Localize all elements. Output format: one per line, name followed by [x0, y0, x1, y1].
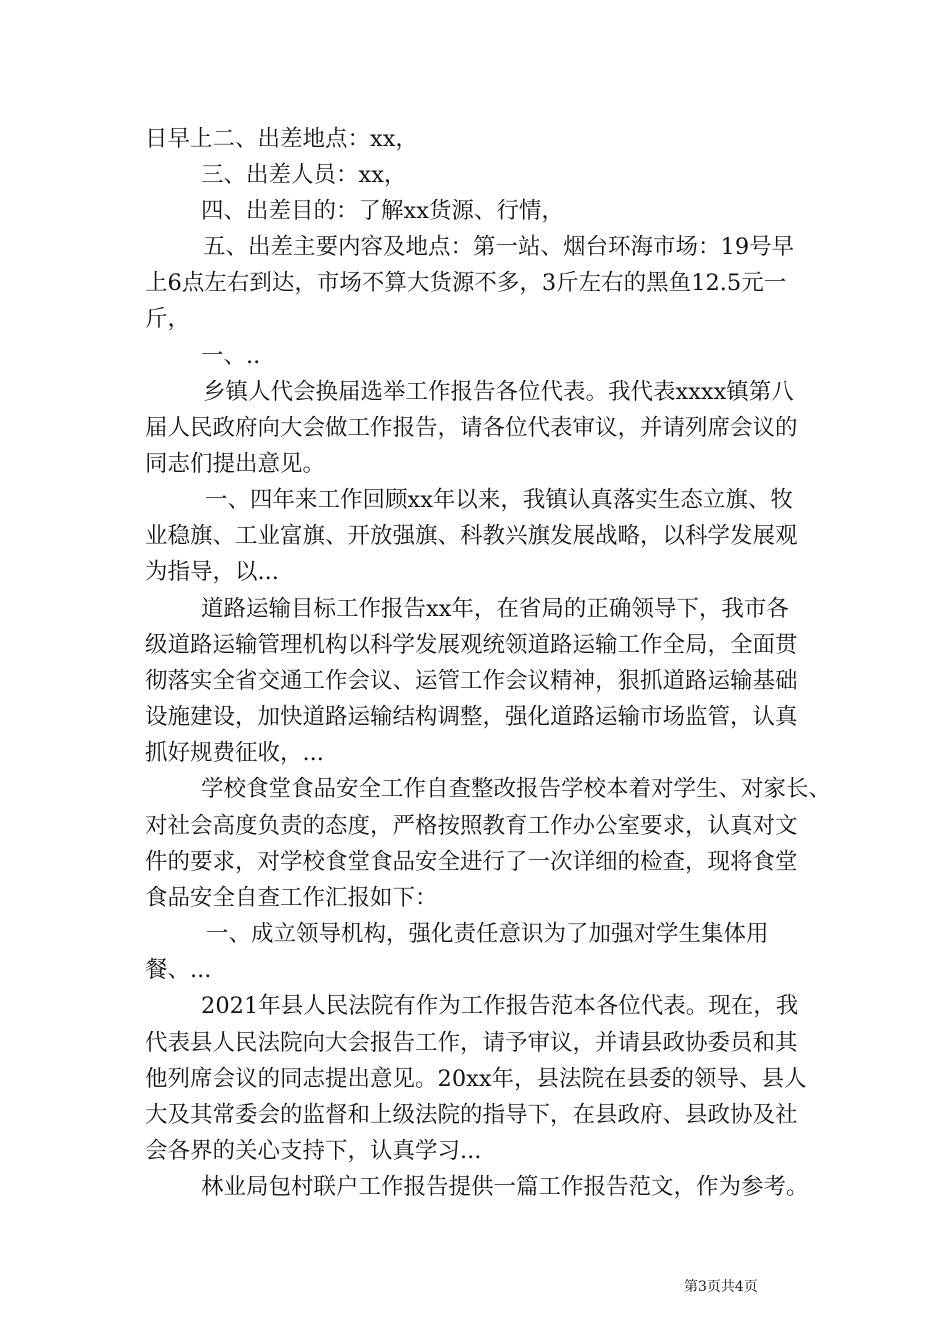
text-line: 日早上二、出差地点：xx，	[145, 126, 418, 152]
text-line: 他列席会议的同志提出意见。20xx年，县法院在县委的领导、县人	[145, 1066, 807, 1092]
text-line: 抓好规费征收，...	[145, 740, 324, 766]
text-line: 代表县人民法院向大会报告工作，请予审议，并请县政协委员和其	[145, 1030, 798, 1056]
text-line: 四、出差目的：了解xx货源、行情，	[201, 198, 564, 224]
text-line: 同志们提出意见。	[145, 451, 326, 477]
text-line: 林业局包村联户工作报告提供一篇工作报告范文，作为参考。	[201, 1174, 809, 1200]
text-line: 彻落实全省交通工作会议、运管工作会议精神，狠抓道路运输基础	[145, 668, 798, 694]
text-line: 一、四年来工作回顾xx年以来，我镇认真落实生态立旗、牧	[205, 487, 793, 513]
text-line: 一、成立领导机构，强化责任意识为了加强对学生集体用	[206, 921, 769, 947]
text-line: 三、出差人员：xx，	[201, 162, 407, 188]
text-line: 设施建设，加快道路运输结构调整，强化道路运输市场监管，认真	[145, 704, 798, 730]
page-number: 第3页共4页	[684, 1279, 758, 1295]
text-line: 级道路运输管理机构以科学发展观统领道路运输工作全局，全面贯	[145, 632, 798, 658]
text-line: 食品安全自查工作汇报如下：	[145, 885, 438, 911]
text-line: 届人民政府向大会做工作报告，请各位代表审议，并请列席会议的	[145, 415, 798, 441]
text-line: 斤，	[145, 306, 191, 332]
text-line: 五、出差主要内容及地点：第一站、烟台环海市场：19号早	[203, 234, 795, 260]
text-line: 一、..	[201, 343, 261, 369]
text-line: 件的要求，对学校食堂食品安全进行了一次详细的检查，现将食堂	[145, 849, 798, 875]
text-line: 道路运输目标工作报告xx年，在省局的正确领导下，我市各	[201, 596, 789, 622]
text-line: 大及其常委会的监督和上级法院的指导下，在县政府、县政协及社	[145, 1102, 798, 1128]
text-line: 乡镇人代会换届选举工作报告各位代表。我代表xxxx镇第八	[203, 379, 794, 405]
text-line: 业稳旗、工业富旗、开放强旗、科教兴旗发展战略，以科学发展观	[145, 523, 798, 549]
text-line: 上6点左右到达，市场不算大货源不多，3斤左右的黑鱼12.5元一	[145, 270, 787, 296]
text-line: 学校食堂食品安全工作自查整改报告学校本着对学生、对家长、	[201, 776, 832, 802]
text-line: 餐、...	[145, 957, 212, 983]
text-line: 对社会高度负责的态度，严格按照教育工作办公室要求，认真对文	[145, 813, 798, 839]
text-line: 为指导，以...	[145, 559, 279, 585]
text-line: 会各界的关心支持下，认真学习...	[145, 1138, 482, 1164]
text-line: 2021年县人民法院有作为工作报告范本各位代表。现在，我	[201, 993, 799, 1019]
